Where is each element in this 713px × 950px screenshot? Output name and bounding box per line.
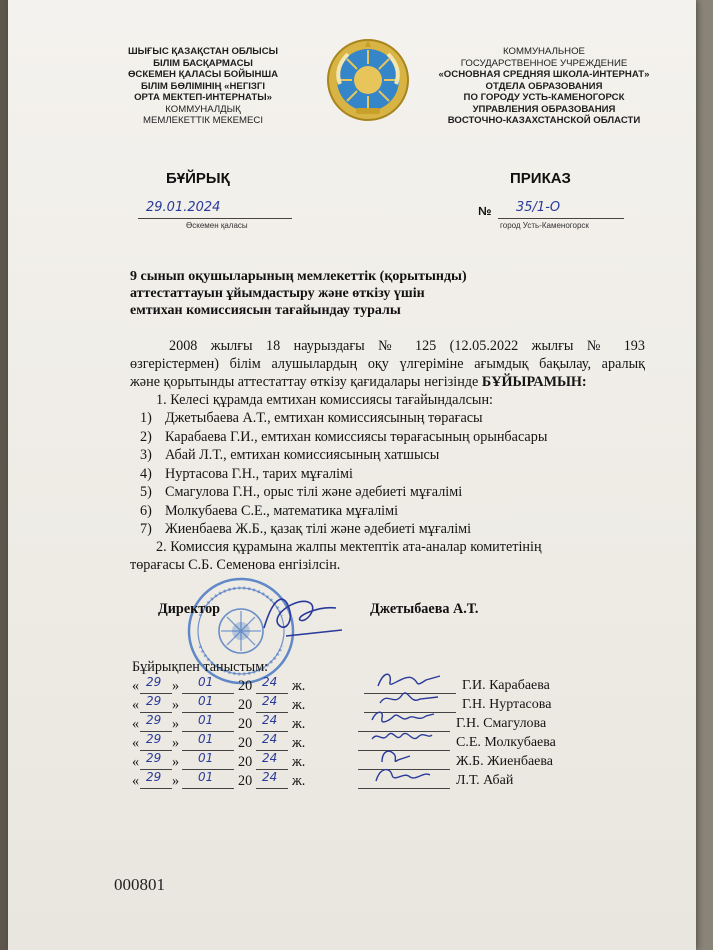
list-item-number: 2) xyxy=(140,428,152,445)
header-right-line: ПО ГОРОДУ УСТЬ-КАМЕНОГОРСК xyxy=(463,92,625,103)
list-item xyxy=(140,502,660,521)
item-2-line-1: 2. Комиссия құрамына жалпы мектептік ата-аналар комитетінің xyxy=(156,539,542,555)
header-right-line: «ОСНОВНАЯ СРЕДНЯЯ ШКОЛА-ИНТЕРНАТ» xyxy=(438,69,650,80)
year-value: 24 xyxy=(262,694,278,708)
day-field xyxy=(140,675,172,694)
list-item-number: 6) xyxy=(140,502,152,519)
list-item-text: Жиенбаева Ж.Б., қазақ тілі және әдебиеті мұғалімі xyxy=(165,521,472,537)
city-kz: Өскемен қаласы xyxy=(186,221,248,230)
list-item xyxy=(140,428,660,447)
quote-close: » xyxy=(172,716,180,732)
month-value: 01 xyxy=(198,732,214,746)
quote-close: » xyxy=(172,678,180,694)
day-value: 29 xyxy=(146,675,162,689)
header-right-line: УПРАВЛЕНИЯ ОБРАЗОВАНИЯ xyxy=(472,103,616,115)
quote-close: » xyxy=(172,697,180,713)
year-suffix: ж. xyxy=(292,754,306,770)
year-value: 24 xyxy=(262,751,278,765)
year-field xyxy=(256,713,288,732)
quote-open: « xyxy=(132,754,140,770)
quote-close: » xyxy=(172,773,180,789)
header-right-line: КОММУНАЛЬНОЕ xyxy=(503,46,585,57)
year-suffix: ж. xyxy=(292,716,306,732)
list-item xyxy=(140,520,660,539)
title-ru: ПРИКАЗ xyxy=(510,170,571,187)
document-page xyxy=(8,0,696,950)
year-field xyxy=(256,675,288,694)
header-left-line: ӨСКЕМЕН ҚАЛАСЫ БОЙЫНША xyxy=(127,69,279,80)
preamble-line-3-text: және қорытынды аттестаттау өткізу қағидалары негізінде xyxy=(130,374,482,390)
quote-open: « xyxy=(132,697,140,713)
year-suffix: ж. xyxy=(292,678,306,694)
signer-name: Г.Н. Нуртасова xyxy=(462,697,552,712)
header-left-line: БІЛІМ БАСҚАРМАСЫ xyxy=(153,57,253,69)
month-field xyxy=(182,713,234,732)
year-field xyxy=(256,732,288,751)
list-item-number: 4) xyxy=(140,465,152,482)
list-item-text: Нуртасова Г.Н., тарих мұғалімі xyxy=(165,465,353,482)
year-field xyxy=(256,694,288,713)
signer-name: С.Е. Молкубаева xyxy=(456,735,556,750)
subject xyxy=(130,268,467,319)
order-verb: БҰЙЫРАМЫН: xyxy=(481,374,587,390)
city-ru: город Усть-Каменогорск xyxy=(500,221,589,230)
list-item-text: Молкубаева С.Е., математика мұғалімі xyxy=(165,502,399,519)
list-item xyxy=(140,483,660,502)
day-value: 29 xyxy=(146,732,162,746)
list-item-number: 5) xyxy=(140,484,152,500)
month-value: 01 xyxy=(198,770,214,784)
day-field xyxy=(140,770,172,789)
month-field xyxy=(182,675,234,694)
day-field xyxy=(140,732,172,751)
date-line xyxy=(138,202,292,219)
list-item-number: 7) xyxy=(140,521,152,537)
month-value: 01 xyxy=(198,751,214,765)
day-field xyxy=(140,694,172,713)
quote-open: « xyxy=(132,773,140,789)
list-item-number: 1) xyxy=(140,410,152,426)
title-kz: БҰЙРЫҚ xyxy=(166,170,230,187)
month-value: 01 xyxy=(198,675,214,689)
date-handwritten: 29.01.2024 xyxy=(146,200,221,215)
quote-close: » xyxy=(172,735,180,751)
number-prefix: № xyxy=(478,204,492,218)
header-left-line: МЕМЛЕКЕТТІК МЕКЕМЕСІ xyxy=(142,115,264,126)
list-item-text: Карабаева Г.И., емтихан комиссиясы төрағасының орынбасары xyxy=(165,428,548,445)
number-line xyxy=(498,202,624,219)
year-value: 24 xyxy=(262,675,278,689)
preamble-line-1: 2008 жылғы 18 наурыздағы № 125 (12.05.2022 жылғы № 193 xyxy=(169,338,645,354)
table-row xyxy=(132,770,652,792)
day-value: 29 xyxy=(146,751,162,765)
year-prefix: 20 xyxy=(238,754,253,770)
year-field xyxy=(256,751,288,770)
state-emblem-icon xyxy=(326,38,410,122)
director-signature-icon xyxy=(256,584,346,644)
header-right-line: ГОСУДАРСТВЕННОЕ УЧРЕЖДЕНИЕ xyxy=(460,57,628,69)
list-item xyxy=(140,465,660,484)
month-field xyxy=(182,770,234,789)
year-value: 24 xyxy=(262,770,278,784)
header-right-line: ВОСТОЧНО-КАЗАХСТАНСКОЙ ОБЛАСТИ xyxy=(447,115,641,126)
year-prefix: 20 xyxy=(238,678,253,694)
subject-line: 9 сынып оқушыларының мемлекеттік (қорытынды) xyxy=(130,269,467,284)
signer-name: Л.Т. Абай xyxy=(456,773,514,788)
header-right-line: ОТДЕЛА ОБРАЗОВАНИЯ xyxy=(485,80,603,92)
item-2-line-2: төрағасы С.Б. Семенова енгізілсін. xyxy=(130,557,341,573)
header-left-line: ОРТА МЕКТЕП-ИНТЕРНАТЫ» xyxy=(134,92,272,103)
day-field xyxy=(140,751,172,770)
signature-icon xyxy=(368,763,438,787)
month-value: 01 xyxy=(198,694,214,708)
year-suffix: ж. xyxy=(292,697,306,713)
director-label: Директор xyxy=(158,601,221,617)
number-handwritten: 35/1-О xyxy=(516,200,561,215)
month-field xyxy=(182,751,234,770)
quote-close: » xyxy=(172,754,180,770)
year-field xyxy=(256,770,288,789)
subject-line: емтихан комиссиясын тағайындау туралы xyxy=(130,303,401,318)
list-item-text: Смагулова Г.Н., орыс тілі және әдебиеті мұғалімі xyxy=(165,484,463,500)
list-item-number: 3) xyxy=(140,447,152,463)
list-item xyxy=(140,409,660,428)
header-left-line: КОММУНАЛДЫҚ xyxy=(165,103,241,115)
year-suffix: ж. xyxy=(292,773,306,789)
director-name: Джетыбаева А.Т. xyxy=(370,601,479,617)
month-field xyxy=(182,732,234,751)
year-prefix: 20 xyxy=(238,697,253,713)
preamble-line-2: өзгерістермен) білім алушылардың оқу үлгеріміне ағымдық бақылау, аралық xyxy=(130,356,645,372)
year-prefix: 20 xyxy=(238,735,253,751)
header-right xyxy=(418,46,670,127)
year-prefix: 20 xyxy=(238,773,253,789)
day-value: 29 xyxy=(146,694,162,708)
day-field xyxy=(140,713,172,732)
quote-open: « xyxy=(132,678,140,694)
quote-open: « xyxy=(132,716,140,732)
day-value: 29 xyxy=(146,713,162,727)
acquaintance-list xyxy=(132,675,652,792)
year-value: 24 xyxy=(262,713,278,727)
year-value: 24 xyxy=(262,732,278,746)
members-list xyxy=(140,409,660,539)
year-suffix: ж. xyxy=(292,735,306,751)
quote-open: « xyxy=(132,735,140,751)
signer-name: Г.Н. Смагулова xyxy=(456,716,547,731)
list-item xyxy=(140,446,660,465)
signer-name: Г.И. Карабаева xyxy=(462,678,550,693)
header-left-line: ШЫҒЫС ҚАЗАҚСТАН ОБЛЫСЫ xyxy=(127,46,279,57)
subject-line: аттестаттауын ұйымдастыру және өткізу үшін xyxy=(130,286,425,301)
month-value: 01 xyxy=(198,713,214,727)
item-1: 1. Келесі құрамда емтихан комиссиясы тағайындалсын: xyxy=(156,392,493,408)
year-prefix: 20 xyxy=(238,716,253,732)
header-left-line: БІЛІМ БӨЛІМІНІҢ «НЕГІЗГІ xyxy=(140,80,266,92)
month-field xyxy=(182,694,234,713)
signature-field xyxy=(358,773,450,789)
header-left xyxy=(108,46,298,127)
background-right xyxy=(695,0,713,950)
list-item-text: Абай Л.Т., емтихан комиссиясының хатшысы xyxy=(165,447,440,463)
signer-name: Ж.Б. Жиенбаева xyxy=(456,754,554,769)
day-value: 29 xyxy=(146,770,162,784)
acquainted-label: Бұйрықпен таныстым: xyxy=(132,659,269,675)
list-item-text: Джетыбаева А.Т., емтихан комиссиясының төрағасы xyxy=(165,410,483,426)
serial-number: 000801 xyxy=(114,875,165,894)
preamble-line-3 xyxy=(130,373,650,392)
